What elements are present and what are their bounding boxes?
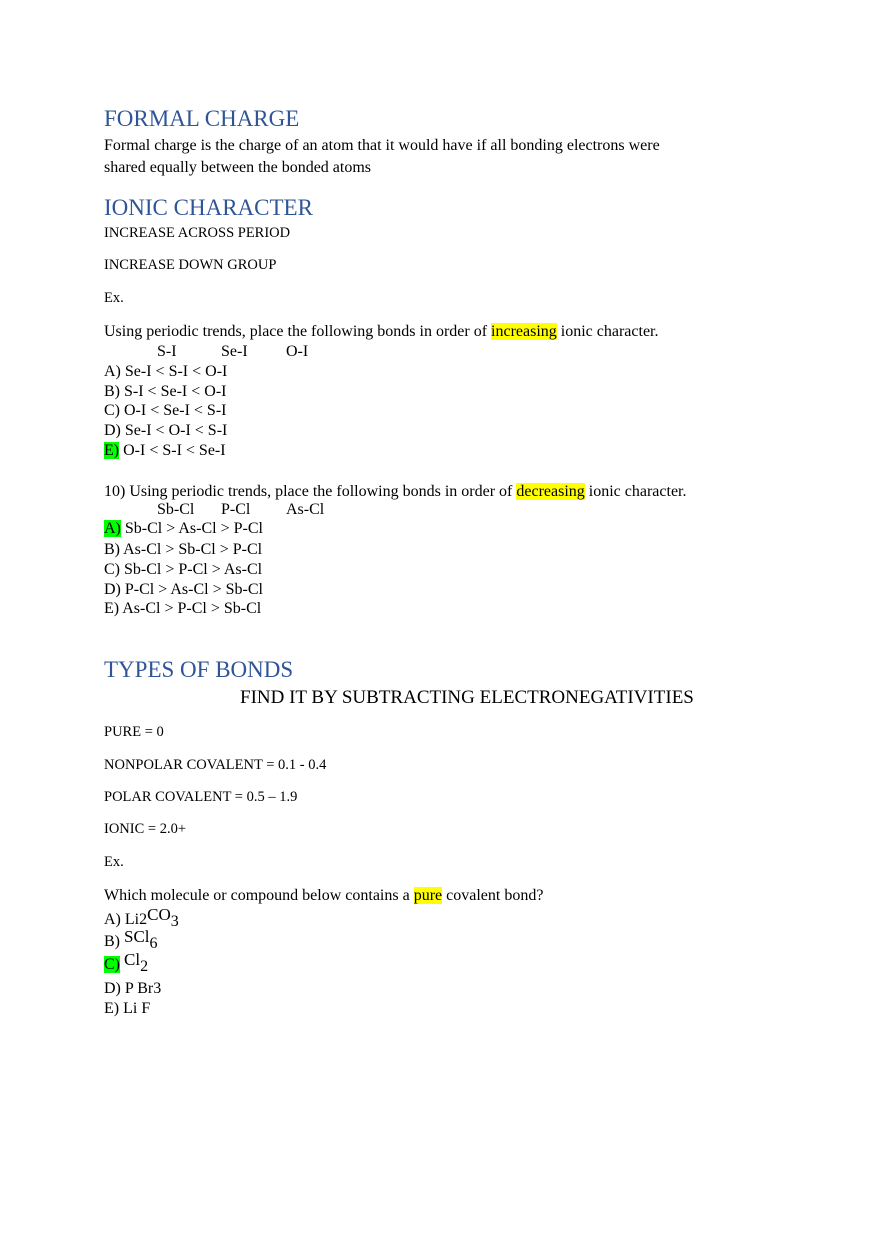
option-e: E) Li F [104, 1000, 151, 1017]
option-b: B) SCl6 [104, 927, 158, 952]
formal-charge-heading: FORMAL CHARGE [104, 106, 300, 131]
option-c: C) O-I < Se-I < S-I [104, 402, 227, 419]
highlight-increasing: increasing [491, 323, 557, 340]
example-label: Ex. [104, 854, 124, 870]
bond-item: S-I [157, 343, 177, 360]
option-e-correct: E) O-I < S-I < Se-I [104, 442, 226, 459]
nonpolar-range: NONPOLAR COVALENT = 0.1 - 0.4 [104, 757, 327, 773]
option-e: E) As-Cl > P-Cl > Sb-Cl [104, 600, 262, 617]
option-d: D) P Br3 [104, 980, 162, 997]
formal-charge-text-line2: shared equally between the bonded atoms [104, 159, 372, 176]
option-d: D) Se-I < O-I < S-I [104, 422, 228, 439]
highlight-decreasing: decreasing [516, 483, 585, 500]
bond-item: O-I [286, 343, 309, 360]
question-pure-covalent: Which molecule or compound below contains a pure covalent bond? [104, 887, 544, 904]
question-decreasing: 10) Using periodic trends, place the following bonds in order of decreasing ionic character. [104, 483, 687, 500]
example-label: Ex. [104, 290, 124, 306]
option-a: A) Se-I < S-I < O-I [104, 363, 228, 380]
correct-answer-marker: A) [104, 520, 121, 537]
bond-item: Sb-Cl [157, 501, 195, 518]
option-b: B) As-Cl > Sb-Cl > P-Cl [104, 541, 263, 558]
polar-range: POLAR COVALENT = 0.5 – 1.9 [104, 789, 298, 805]
formal-charge-text-line1: Formal charge is the charge of an atom that it would have if all bonding electrons were [104, 137, 660, 154]
option-d: D) P-Cl > As-Cl > Sb-Cl [104, 581, 263, 598]
option-a: A) Li2CO3 [104, 905, 179, 930]
ionic-character-heading: IONIC CHARACTER [104, 195, 313, 220]
types-of-bonds-heading: TYPES OF BONDS [104, 657, 294, 682]
ionic-range: IONIC = 2.0+ [104, 821, 187, 837]
subtracting-electronegativities-heading: FIND IT BY SUBTRACTING ELECTRONEGATIVITIES [240, 687, 694, 708]
option-c-correct: C) Cl2 [104, 950, 149, 975]
trend-across-period: INCREASE ACROSS PERIOD [104, 225, 291, 241]
pure-range: PURE = 0 [104, 724, 164, 740]
highlight-pure: pure [413, 887, 443, 904]
bond-item: Se-I [221, 343, 248, 360]
bond-item: As-Cl [286, 501, 325, 518]
trend-down-group: INCREASE DOWN GROUP [104, 257, 277, 273]
bond-item: P-Cl [221, 501, 251, 518]
correct-answer-marker: C) [104, 956, 120, 973]
option-b: B) S-I < Se-I < O-I [104, 383, 227, 400]
question-increasing: Using periodic trends, place the following bonds in order of increasing ionic character. [104, 323, 659, 340]
correct-answer-marker: E) [104, 442, 120, 459]
option-a-correct: A) Sb-Cl > As-Cl > P-Cl [104, 520, 263, 537]
option-c: C) Sb-Cl > P-Cl > As-Cl [104, 561, 263, 578]
